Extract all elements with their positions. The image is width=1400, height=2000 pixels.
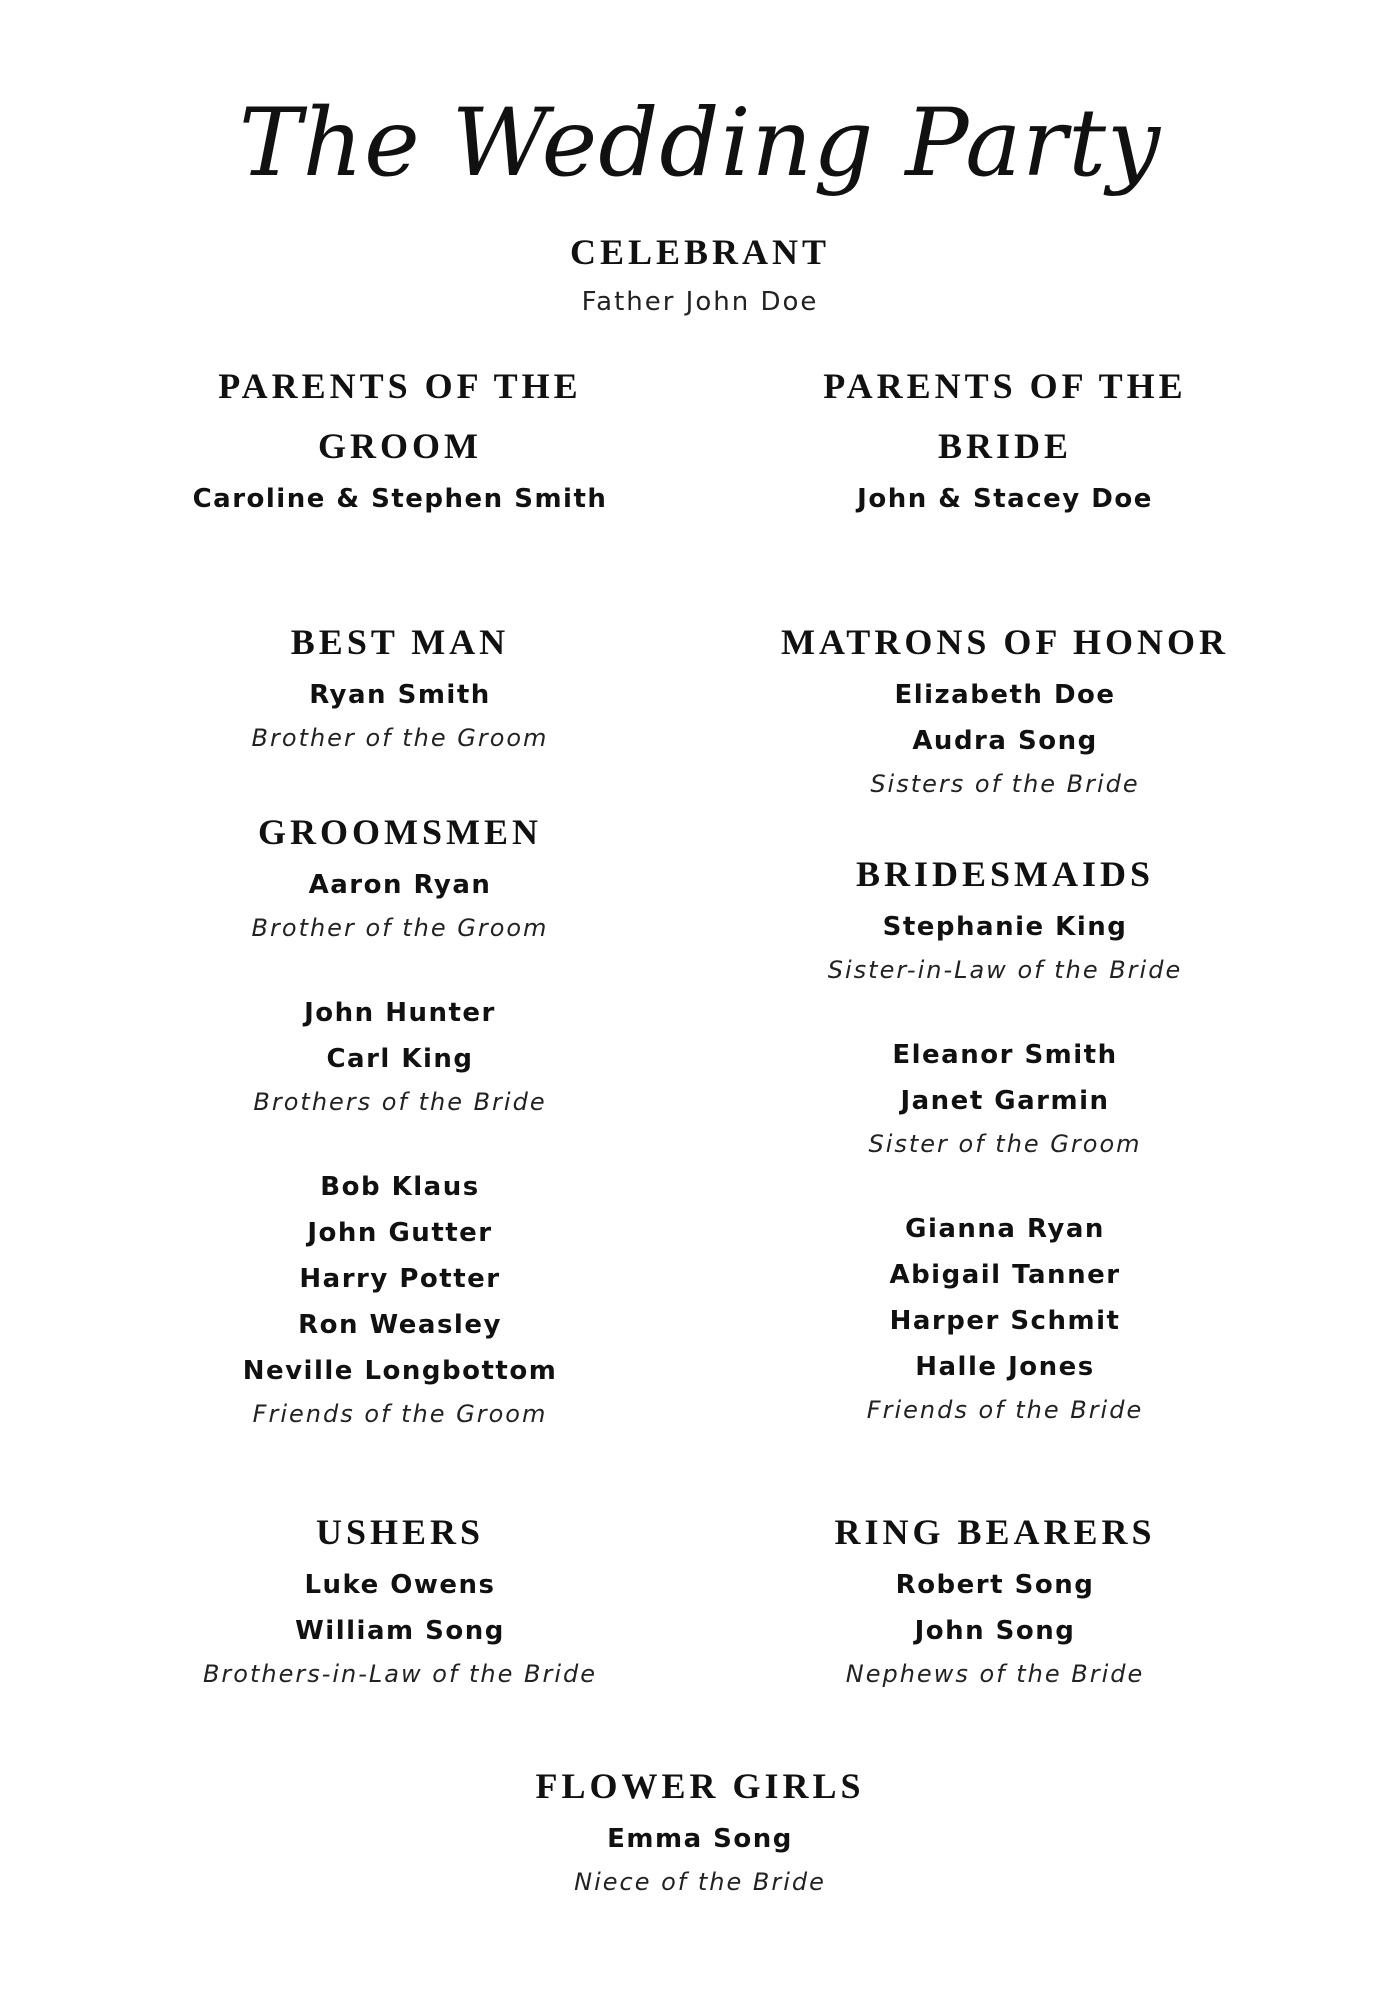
ring-bearer-name: Robert Song <box>895 1570 1095 1600</box>
ushers-relation: Brothers-in-Law of the Bride <box>202 1660 598 1688</box>
ring-bearer-name: John Song <box>914 1616 1076 1646</box>
parents-bride-heading-line2: BRIDE <box>937 426 1073 466</box>
best-man-heading: BEST MAN <box>290 622 510 662</box>
ring-bearers-heading: RING BEARERS <box>834 1512 1156 1552</box>
bridesmaid-name: Halle Jones <box>915 1352 1095 1382</box>
celebrant-section <box>400 222 1000 322</box>
bridesmaids-relation: Sister-in-Law of the Bride <box>827 956 1183 984</box>
bridesmaid-name: Gianna Ryan <box>905 1214 1105 1244</box>
parents-groom-heading-line1: PARENTS OF THE <box>218 366 582 406</box>
parents-groom-section <box>170 356 630 522</box>
best-man-section <box>170 612 630 758</box>
matrons-section <box>765 612 1245 804</box>
ring-bearers-relation: Nephews of the Bride <box>845 1660 1145 1688</box>
groomsman-name: John Gutter <box>307 1218 493 1248</box>
usher-name: William Song <box>295 1616 505 1646</box>
flower-girls-relation: Niece of the Bride <box>574 1868 826 1896</box>
groomsman-name: Ron Weasley <box>298 1310 502 1340</box>
bridesmaid-name: Harper Schmit <box>889 1306 1121 1336</box>
parents-groom-heading-line2: GROOM <box>318 426 482 466</box>
groomsman-name: Bob Klaus <box>320 1172 480 1202</box>
groomsman-name: John Hunter <box>304 998 496 1028</box>
groomsman-name: Carl King <box>326 1044 474 1074</box>
bridesmaid-name: Janet Garmin <box>900 1086 1110 1116</box>
flower-girl-name: Emma Song <box>607 1824 793 1854</box>
parents-bride-section <box>775 356 1235 522</box>
usher-name: Luke Owens <box>304 1570 496 1600</box>
groomsmen-relation: Brother of the Groom <box>251 914 549 942</box>
bridesmaid-name: Abigail Tanner <box>889 1260 1121 1290</box>
bridesmaid-name: Eleanor Smith <box>892 1040 1118 1070</box>
groomsmen-relation: Friends of the Groom <box>252 1400 548 1428</box>
bridesmaids-relation: Sister of the Groom <box>868 1130 1142 1158</box>
flower-girls-section <box>450 1756 950 1902</box>
bridesmaids-section <box>765 844 1245 1430</box>
ring-bearers-section <box>755 1502 1235 1694</box>
celebrant-name: Father John Doe <box>581 287 819 317</box>
groomsman-name: Harry Potter <box>299 1264 501 1294</box>
bridesmaid-name: Stephanie King <box>882 912 1128 942</box>
ushers-section <box>170 1502 630 1694</box>
matron-name: Audra Song <box>912 726 1098 756</box>
groomsman-name: Aaron Ryan <box>308 870 492 900</box>
groomsmen-heading: GROOMSMEN <box>258 812 542 852</box>
bridesmaids-heading: BRIDESMAIDS <box>855 854 1155 894</box>
groomsmen-section <box>170 802 630 1434</box>
matrons-heading: MATRONS OF HONOR <box>781 622 1229 662</box>
best-man-relation: Brother of the Groom <box>251 724 549 752</box>
groomsman-name: Neville Longbottom <box>242 1356 558 1386</box>
parents-bride-heading-line1: PARENTS OF THE <box>823 366 1187 406</box>
flower-girls-heading: FLOWER GIRLS <box>535 1766 865 1806</box>
celebrant-heading: CELEBRANT <box>569 232 831 272</box>
page-title: The Wedding Party <box>238 89 1162 198</box>
bridesmaids-relation: Friends of the Bride <box>866 1396 1144 1424</box>
matron-name: Elizabeth Doe <box>894 680 1116 710</box>
parents-groom-names: Caroline & Stephen Smith <box>192 484 608 514</box>
matrons-relation: Sisters of the Bride <box>870 770 1140 798</box>
groomsmen-relation: Brothers of the Bride <box>253 1088 547 1116</box>
parents-bride-names: John & Stacey Doe <box>857 484 1153 514</box>
best-man-name: Ryan Smith <box>309 680 491 710</box>
ushers-heading: USHERS <box>315 1512 485 1552</box>
